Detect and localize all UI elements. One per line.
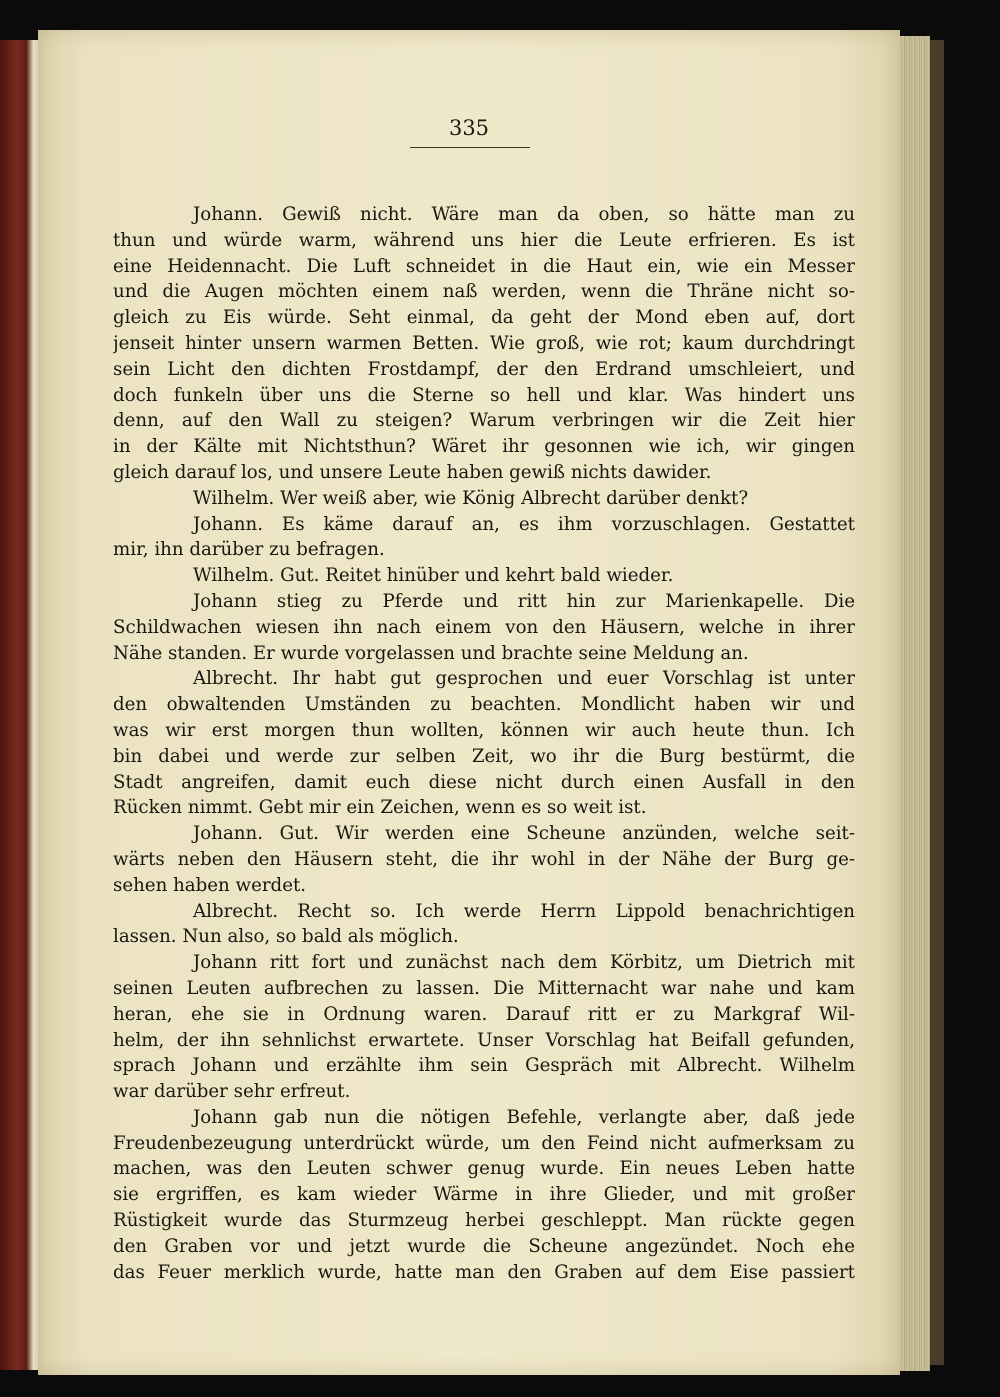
book-cover-edge (930, 40, 944, 1365)
text-line: denn, auf den Wall zu steigen? Warum verbringen wir die Zeit hier (113, 410, 855, 432)
text-line: doch funkeln über uns die Sterne so hell und klar. Was hindert uns (113, 384, 855, 406)
text-line: thun und würde warm, während uns hier die Leute erfrieren. Es ist (113, 229, 855, 251)
text-line: Wilhelm. Wer weiß aber, wie König Albrecht darüber denkt? (193, 487, 749, 509)
header-rule (410, 147, 530, 148)
text-line: Albrecht. Recht so. Ich werde Herrn Lippold benachrichtigen (193, 900, 855, 922)
text-line: gleich zu Eis würde. Seht einmal, da geht der Mond eben auf, dort (113, 307, 855, 329)
text-line: mir, ihn darüber zu befragen. (113, 539, 385, 561)
book-page (38, 30, 900, 1375)
text-line: Stadt angreifen, damit euch diese nicht durch einen Ausfall in den (113, 771, 855, 793)
text-line: das Feuer merklich wurde, hatte man den Graben auf dem Eise passiert (113, 1261, 855, 1283)
text-line: Wilhelm. Gut. Reitet hinüber und kehrt bald wieder. (193, 565, 674, 587)
text-line: war darüber sehr erfreut. (113, 1081, 351, 1103)
page-number: 335 (448, 116, 490, 140)
text-line: Johann ritt fort und zunächst nach dem Körbitz, um Dietrich mit (193, 952, 855, 974)
text-line: sehen haben werdet. (113, 874, 307, 896)
text-line: gleich darauf los, und unsere Leute haben gewiß nichts dawider. (113, 461, 712, 483)
text-line: Rücken nimmt. Gebt mir ein Zeichen, wenn es so weit ist. (113, 797, 647, 819)
text-line: was wir erst morgen thun wollten, können wir auch heute thun. Ich (113, 719, 855, 741)
text-line: heran, ehe sie in Ordnung waren. Darauf ritt er zu Markgraf Wil- (113, 1003, 855, 1025)
text-line: sein Licht den dichten Frostdampf, der den Erdrand umschleiert, und (113, 358, 855, 380)
text-line: wärts neben den Häusern steht, die ihr wohl in der Nähe der Burg ge- (113, 848, 855, 870)
text-line: den obwaltenden Umständen zu beachten. Mondlicht haben wir und (113, 694, 855, 716)
text-line: Albrecht. Ihr habt gut gesprochen und euer Vorschlag ist unter (193, 668, 855, 690)
text-line: den Graben vor und jetzt wurde die Scheune angezündet. Noch ehe (113, 1235, 855, 1257)
text-line: Johann stieg zu Pferde und ritt hin zur Marienkapelle. Die (193, 590, 855, 612)
text-line: Freudenbezeugung unterdrückt würde, um den Feind nicht aufmerksam zu (113, 1132, 855, 1154)
text-line: helm, der ihn sehnlichst erwartete. Unser Vorschlag hat Beifall gefunden, (113, 1029, 855, 1051)
text-line: jenseit hinter unsern warmen Betten. Wie groß, wie rot; kaum durchdringt (113, 332, 855, 354)
text-line: lassen. Nun also, so bald als möglich. (113, 926, 459, 948)
page-stack-edge (900, 36, 930, 1371)
text-line: Johann gab nun die nötigen Befehle, verlangte aber, daß jede (193, 1106, 855, 1128)
body-text (113, 202, 855, 1285)
text-line: eine Heidennacht. Die Luft schneidet in die Haut ein, wie ein Messer (113, 255, 855, 277)
text-line: machen, was den Leuten schwer genug wurde. Ein neues Leben hatte (113, 1158, 855, 1180)
text-line: Johann. Es käme darauf an, es ihm vorzuschlagen. Gestattet (193, 513, 855, 535)
text-line: und die Augen möchten einem naß werden, wenn die Thräne nicht so- (113, 281, 855, 303)
text-line: bin dabei und werde zur selben Zeit, wo ihr die Burg bestürmt, die (113, 745, 855, 767)
text-line: Rüstigkeit wurde das Sturmzeug herbei geschleppt. Man rückte gegen (113, 1210, 855, 1232)
text-line: sprach Johann und erzählte ihm sein Gespräch mit Albrecht. Wilhelm (113, 1055, 855, 1077)
text-line: in der Kälte mit Nichtsthun? Wäret ihr gesonnen wie ich, wir gingen (113, 436, 855, 458)
text-line: seinen Leuten aufbrechen zu lassen. Die Mitternacht war nahe und kam (113, 977, 855, 999)
text-line: sie ergriffen, es kam wieder Wärme in ihre Glieder, und mit großer (113, 1184, 855, 1206)
text-line: Johann. Gut. Wir werden eine Scheune anzünden, welche seit- (193, 823, 855, 845)
text-line: Johann. Gewiß nicht. Wäre man da oben, so hätte man zu (193, 204, 855, 225)
left-page-edge (0, 40, 38, 1370)
text-line: Nähe standen. Er wurde vorgelassen und brachte seine Meldung an. (113, 642, 749, 664)
text-line: Schildwachen wiesen ihn nach einem von den Häusern, welche in ihrer (113, 616, 855, 638)
